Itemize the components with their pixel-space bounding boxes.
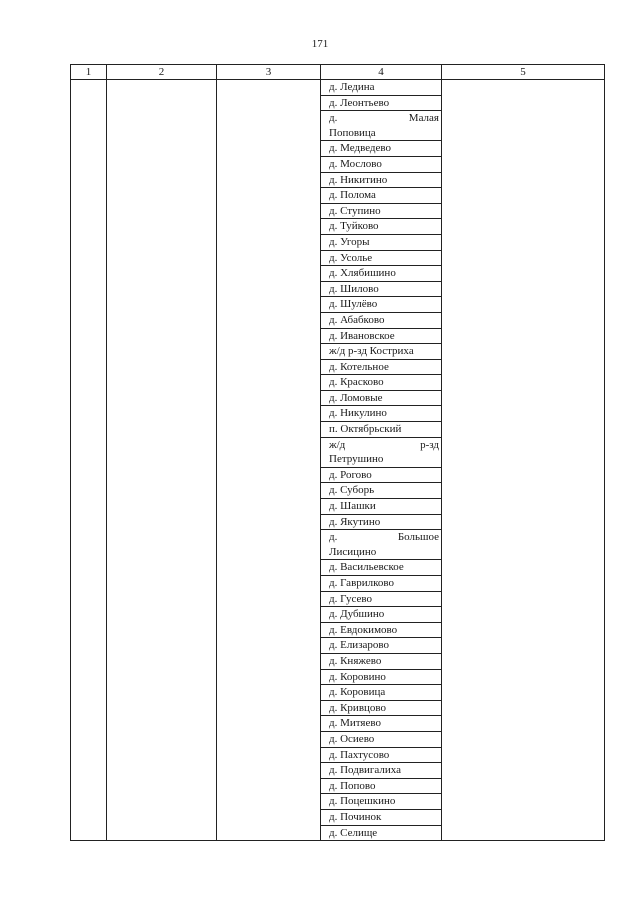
list-item: д. Туйково (321, 219, 441, 235)
list-item-word: д. (329, 531, 338, 544)
list-item: д. Ивановское (321, 329, 441, 345)
column-header-4: 4 (321, 65, 442, 80)
list-item-word: ж/д (329, 438, 346, 451)
list-item: д. Котельное (321, 360, 441, 376)
column-2-cell (107, 80, 217, 841)
list-item: д. Дубшино (321, 607, 441, 623)
settlements-table (70, 64, 605, 841)
list-item: д. Поцешкино (321, 794, 441, 810)
list-item: д. Елизарово (321, 638, 441, 654)
list-item: д. Абабково (321, 313, 441, 329)
list-item: д. Евдокимово (321, 623, 441, 639)
list-item: д. Попово (321, 779, 441, 795)
list-item: д. Никитино (321, 173, 441, 189)
column-header-5: 5 (442, 65, 605, 80)
column-header-3: 3 (217, 65, 321, 80)
list-item: д. Шашки (321, 499, 441, 515)
list-item: д. Медведево (321, 141, 441, 157)
settlement-list (321, 80, 441, 840)
column-3-cell (217, 80, 321, 841)
table-row (71, 80, 605, 841)
column-header-2: 2 (107, 65, 217, 80)
list-item: д. Коровино (321, 670, 441, 686)
list-item: д. Красково (321, 375, 441, 391)
list-item: д. Осиево (321, 732, 441, 748)
column-1-cell (71, 80, 107, 841)
list-item: ж/д р-зд Кострихa (321, 344, 441, 360)
list-item-word: Большое (397, 531, 439, 544)
list-item: д. Починок (321, 810, 441, 826)
list-item: д. Ломовые (321, 391, 441, 407)
list-item: д. Рогово (321, 468, 441, 484)
list-item: д. Кривцово (321, 701, 441, 717)
list-item: д. Никулино (321, 406, 441, 422)
list-item-word: Лисицино (329, 545, 377, 558)
list-item: д. Пахтусово (321, 748, 441, 764)
list-item: д. Леонтьево (321, 96, 441, 112)
list-item (321, 530, 441, 560)
list-item: д. Ледина (321, 80, 441, 96)
column-header-1: 1 (71, 65, 107, 80)
list-item (321, 438, 441, 468)
list-item-word: д. (329, 112, 338, 125)
list-item: д. Мослово (321, 157, 441, 173)
list-item: д. Полома (321, 188, 441, 204)
column-5-cell (442, 80, 605, 841)
column-4-cell (321, 80, 442, 841)
list-item: д. Гусево (321, 592, 441, 608)
table-header-row (71, 65, 605, 80)
list-item-word: Поповица (329, 126, 376, 139)
list-item: д. Васильевское (321, 560, 441, 576)
list-item: д. Хлябишино (321, 266, 441, 282)
list-item: д. Угоры (321, 235, 441, 251)
list-item: п. Октябрьский (321, 422, 441, 438)
list-item: д. Суборь (321, 483, 441, 499)
list-item: д. Княжево (321, 654, 441, 670)
list-item-word: р-зд (420, 438, 439, 451)
list-item: д. Шилово (321, 282, 441, 298)
list-item: д. Якутино (321, 515, 441, 531)
list-item (321, 111, 441, 141)
list-item: д. Подвигалиха (321, 763, 441, 779)
list-item: д. Ступино (321, 204, 441, 220)
list-item: д. Гаврилково (321, 576, 441, 592)
list-item: д. Селище (329, 826, 378, 839)
list-item-word: Петрушино (329, 453, 384, 466)
list-item: д. Коровица (321, 685, 441, 701)
list-item-word: Малая (408, 112, 439, 125)
list-item: д. Шулёво (321, 297, 441, 313)
list-item: д. Усолье (321, 251, 441, 267)
list-item: д. Митяево (321, 716, 441, 732)
page-number: 171 (311, 38, 329, 50)
